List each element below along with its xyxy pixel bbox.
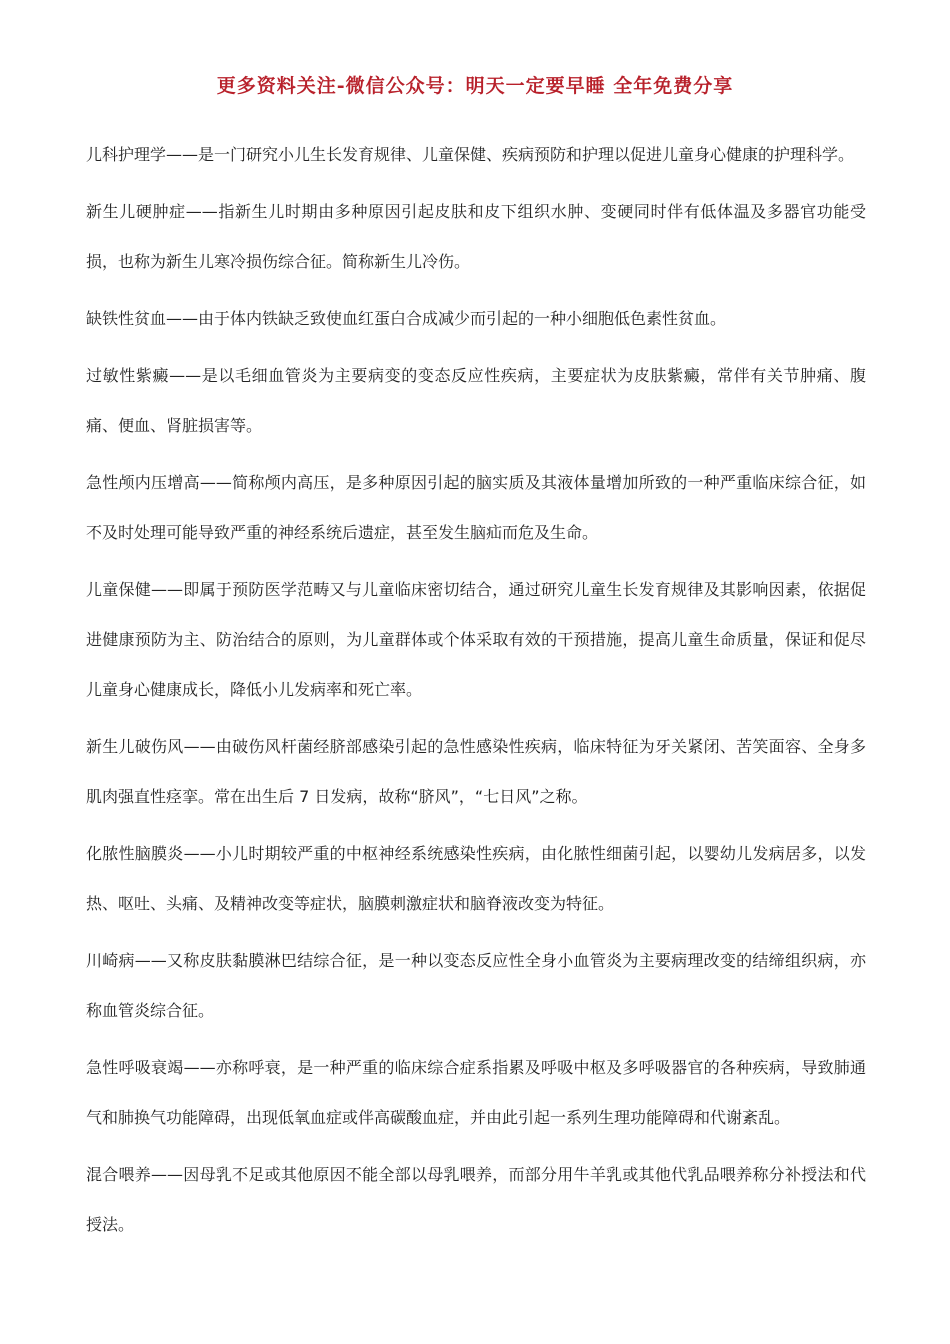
glossary-entry: 化脓性脑膜炎——小儿时期较严重的中枢神经系统感染性疾病，由化脓性细菌引起，以婴幼儿发病居多，以发热、呕吐、头痛、及精神改变等症状，脑膜刺激症状和脑脊液改变为特征。 [86, 844, 866, 913]
glossary-entry: 川崎病——又称皮肤黏膜淋巴结综合征，是一种以变态反应性全身小血管炎为主要病理改变的结缔组织病，亦称血管炎综合征。 [86, 951, 866, 1020]
glossary-entry: 急性颅内压增高——简称颅内高压，是多种原因引起的脑实质及其液体量增加所致的一种严重临床综合征，如不及时处理可能导致严重的神经系统后遗症，甚至发生脑疝而危及生命。 [86, 473, 866, 542]
glossary-entry: 新生儿硬肿症——指新生儿时期由多种原因引起皮肤和皮下组织水肿、变硬同时伴有低体温及多器官功能受损，也称为新生儿寒冷损伤综合征。简称新生儿冷伤。 [86, 202, 866, 271]
promo-header: 更多资料关注-微信公众号：明天一定要早睡 全年免费分享 [216, 75, 734, 97]
glossary-entry: 新生儿破伤风——由破伤风杆菌经脐部感染引起的急性感染性疾病，临床特征为牙关紧闭、苦笑面容、全身多肌肉强直性痉挛。常在出生后 7 日发病，故称“脐风”，“七日风”之称。 [86, 737, 866, 806]
glossary-entry: 混合喂养——因母乳不足或其他原因不能全部以母乳喂养，而部分用牛羊乳或其他代乳品喂养称分补授法和代授法。 [86, 1165, 866, 1234]
glossary-entry: 急性呼吸衰竭——亦称呼衰，是一种严重的临床综合症系指累及呼吸中枢及多呼吸器官的各种疾病，导致肺通气和肺换气功能障碍，出现低氧血症或伴高碳酸血症，并由此引起一系列生理功能障碍和代谢紊乱。 [86, 1058, 866, 1127]
glossary-entry: 儿童保健——即属于预防医学范畴又与儿童临床密切结合，通过研究儿童生长发育规律及其影响因素，依据促进健康预防为主、防治结合的原则，为儿童群体或个体采取有效的干预措施，提高儿童生命质量，保证和促尽儿童身心健康成长，降低小儿发病率和死亡率。 [86, 580, 866, 699]
glossary-content [86, 130, 866, 1257]
glossary-entry: 缺铁性贫血——由于体内铁缺乏致使血红蛋白合成减少而引起的一种小细胞低色素性贫血。 [86, 309, 727, 328]
glossary-entry: 儿科护理学——是一门研究小儿生长发育规律、儿童保健、疾病预防和护理以促进儿童身心健康的护理科学。 [86, 145, 855, 164]
glossary-entry: 过敏性紫癜——是以毛细血管炎为主要病变的变态反应性疾病，主要症状为皮肤紫癜，常伴有关节肿痛、腹痛、便血、肾脏损害等。 [86, 366, 866, 435]
